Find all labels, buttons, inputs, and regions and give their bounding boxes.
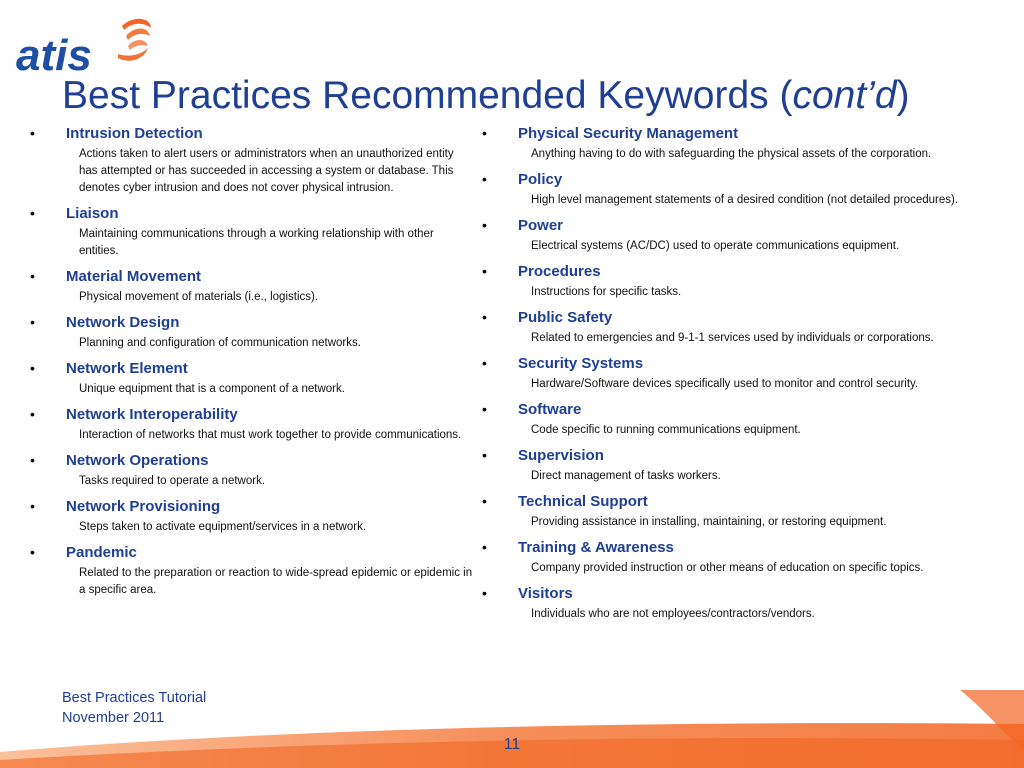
bullet: • (482, 585, 487, 601)
keyword-description: Hardware/Software devices specifically used to monitor and control security. (531, 378, 919, 390)
keyword-description: Related to emergencies and 9-1-1 services used by individuals or corporations. (531, 332, 934, 344)
bullet: • (482, 401, 487, 417)
keyword-description: Interaction of networks that must work together to provide communications. (79, 429, 462, 441)
keyword-description: Anything having to do with safeguarding the physical assets of the corporation. (531, 148, 932, 160)
keyword-description: Individuals who are not employees/contractors/vendors. (531, 608, 815, 620)
keyword-item (28, 405, 474, 444)
bullet: • (482, 355, 487, 371)
atis-logo (14, 14, 154, 76)
keyword-term: Liaison (66, 205, 119, 222)
title-main: Best Practices Recommended Keywords ( (62, 74, 793, 117)
keyword-item (480, 492, 980, 531)
keyword-description: Tasks required to operate a network. (79, 475, 266, 487)
keyword-term: Network Interoperability (66, 406, 238, 423)
bullet: • (482, 447, 487, 463)
keyword-description: Company provided instruction or other means of education on specific topics. (531, 562, 924, 574)
keyword-term: Pandemic (66, 544, 137, 561)
footer-line-2: November 2011 (62, 710, 165, 726)
keyword-item (28, 543, 474, 599)
keyword-description: High level management statements of a desired condition (not detailed procedures). (531, 194, 959, 206)
bullet: • (30, 205, 35, 221)
page-number: 11 (503, 736, 521, 753)
keyword-item (480, 400, 980, 439)
keyword-term: Power (518, 217, 564, 234)
keyword-description: Steps taken to activate equipment/services in a network. (79, 521, 367, 533)
keyword-item (480, 216, 980, 255)
keyword-term: Network Design (66, 314, 180, 331)
bullet: • (482, 493, 487, 509)
bullet: • (30, 360, 35, 376)
keyword-term: Public Safety (518, 309, 613, 326)
bullet: • (482, 263, 487, 279)
keyword-item (480, 354, 980, 393)
bullet: • (30, 452, 35, 468)
bullet: • (482, 171, 487, 187)
keyword-description: Maintaining communications through a working relationship with other entities. (79, 228, 434, 257)
keyword-term: Network Provisioning (66, 498, 221, 515)
keyword-term: Physical Security Management (518, 125, 739, 142)
footer-line-1: Best Practices Tutorial (62, 690, 207, 706)
keyword-description: Electrical systems (AC/DC) used to operate communications equipment. (531, 240, 900, 252)
keyword-item (28, 359, 474, 398)
keyword-term: Procedures (518, 263, 601, 280)
keyword-description: Physical movement of materials (i.e., logistics). (79, 291, 319, 303)
right-keyword-list (480, 124, 980, 630)
keyword-term: Material Movement (66, 268, 202, 285)
bullet: • (482, 309, 487, 325)
footer (62, 688, 206, 728)
keyword-term: Network Element (66, 360, 188, 377)
keyword-item (28, 124, 474, 197)
keyword-term: Supervision (518, 447, 604, 464)
keyword-description: Related to the preparation or reaction to wide-spread epidemic or epidemic in a specific area. (79, 567, 473, 596)
keyword-description: Planning and configuration of communication networks. (79, 337, 361, 349)
keyword-item (480, 446, 980, 485)
page-title (62, 74, 910, 118)
keyword-term: Visitors (518, 585, 573, 602)
keyword-term: Software (518, 401, 582, 418)
keyword-term: Technical Support (518, 493, 648, 510)
atis-swirl-icon (118, 19, 151, 61)
keyword-description: Instructions for specific tasks. (531, 286, 682, 298)
keyword-term: Security Systems (518, 355, 644, 372)
keyword-item (480, 308, 980, 347)
bullet: • (30, 544, 35, 560)
keyword-item (480, 124, 980, 163)
keyword-term: Network Operations (66, 452, 209, 469)
keyword-term: Intrusion Detection (66, 125, 203, 142)
bullet: • (30, 268, 35, 284)
keyword-item (480, 584, 980, 623)
bullet: • (482, 539, 487, 555)
keyword-item (28, 204, 474, 260)
bullet: • (30, 498, 35, 514)
keyword-term: Policy (518, 171, 563, 188)
bullet: • (482, 217, 487, 233)
keyword-item (480, 262, 980, 301)
keyword-term: Training & Awareness (518, 539, 674, 556)
bullet: • (30, 406, 35, 422)
title-close: ) (896, 74, 910, 117)
bullet: • (30, 125, 35, 141)
keyword-description: Providing assistance in installing, maintaining, or restoring equipment. (531, 516, 887, 528)
keyword-item (480, 170, 980, 209)
left-keyword-list (28, 124, 474, 606)
keyword-item (480, 538, 980, 577)
bullet: • (30, 314, 35, 330)
title-italic: cont’d (792, 74, 897, 117)
bullet: • (482, 125, 487, 141)
keyword-item (28, 313, 474, 352)
keyword-item (28, 267, 474, 306)
keyword-item (28, 497, 474, 536)
keyword-description: Code specific to running communications equipment. (531, 424, 801, 436)
keyword-description: Unique equipment that is a component of a network. (79, 383, 345, 395)
atis-logo-text: atis (16, 31, 92, 76)
keyword-description: Direct management of tasks workers. (531, 470, 721, 482)
keyword-item (28, 451, 474, 490)
keyword-description: Actions taken to alert users or administrators when an unauthorized entity has attempted or has succeeded in accessing a system or database. This denotes cyber intrusion and does not cover physical intrusion. (79, 148, 454, 194)
